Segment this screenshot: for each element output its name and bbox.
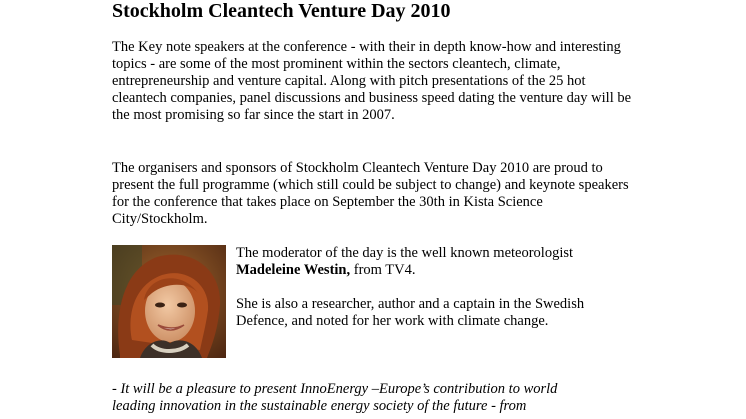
moderator-bio: She is also a researcher, author and a captain in the Swedish Defence, and noted for her work with climate change. xyxy=(236,296,585,329)
quote-line-1: - It will be a pleasure to present InnoEnergy –Europe’s contribution to world xyxy=(112,381,558,397)
programme-paragraph: The organisers and sponsors of Stockholm Cleantech Venture Day 2010 are proud to present the full programme (which still could be subject to change) and keynote speakers for the conference that takes place on September the 30th in Kista Science City/Stockholm. xyxy=(112,160,629,227)
page-title: Stockholm Cleantech Venture Day 2010 xyxy=(112,0,451,22)
quote-paragraph xyxy=(112,381,652,415)
quote-line-2: leading innovation in the sustainable energy society of the future - from xyxy=(112,398,527,414)
moderator-photo xyxy=(112,245,226,358)
moderator-intro xyxy=(236,245,636,279)
intro-paragraph: The Key note speakers at the conference - with their in depth know-how and interesting topics - are some of the most prominent within the sectors cleantech, climate, entrepreneurship and venture capital. Along with pitch presentations of the 25 hot cleantech companies, panel discussions and business speed dating the venture day will be the most promising so far since the start in 2007. xyxy=(112,39,632,123)
moderator-affiliation: from TV4. xyxy=(350,262,416,278)
moderator-name: Madeleine Westin, xyxy=(236,262,351,278)
moderator-photo-illustration xyxy=(112,245,226,358)
moderator-intro-text: The moderator of the day is the well known meteorologist xyxy=(236,245,574,261)
